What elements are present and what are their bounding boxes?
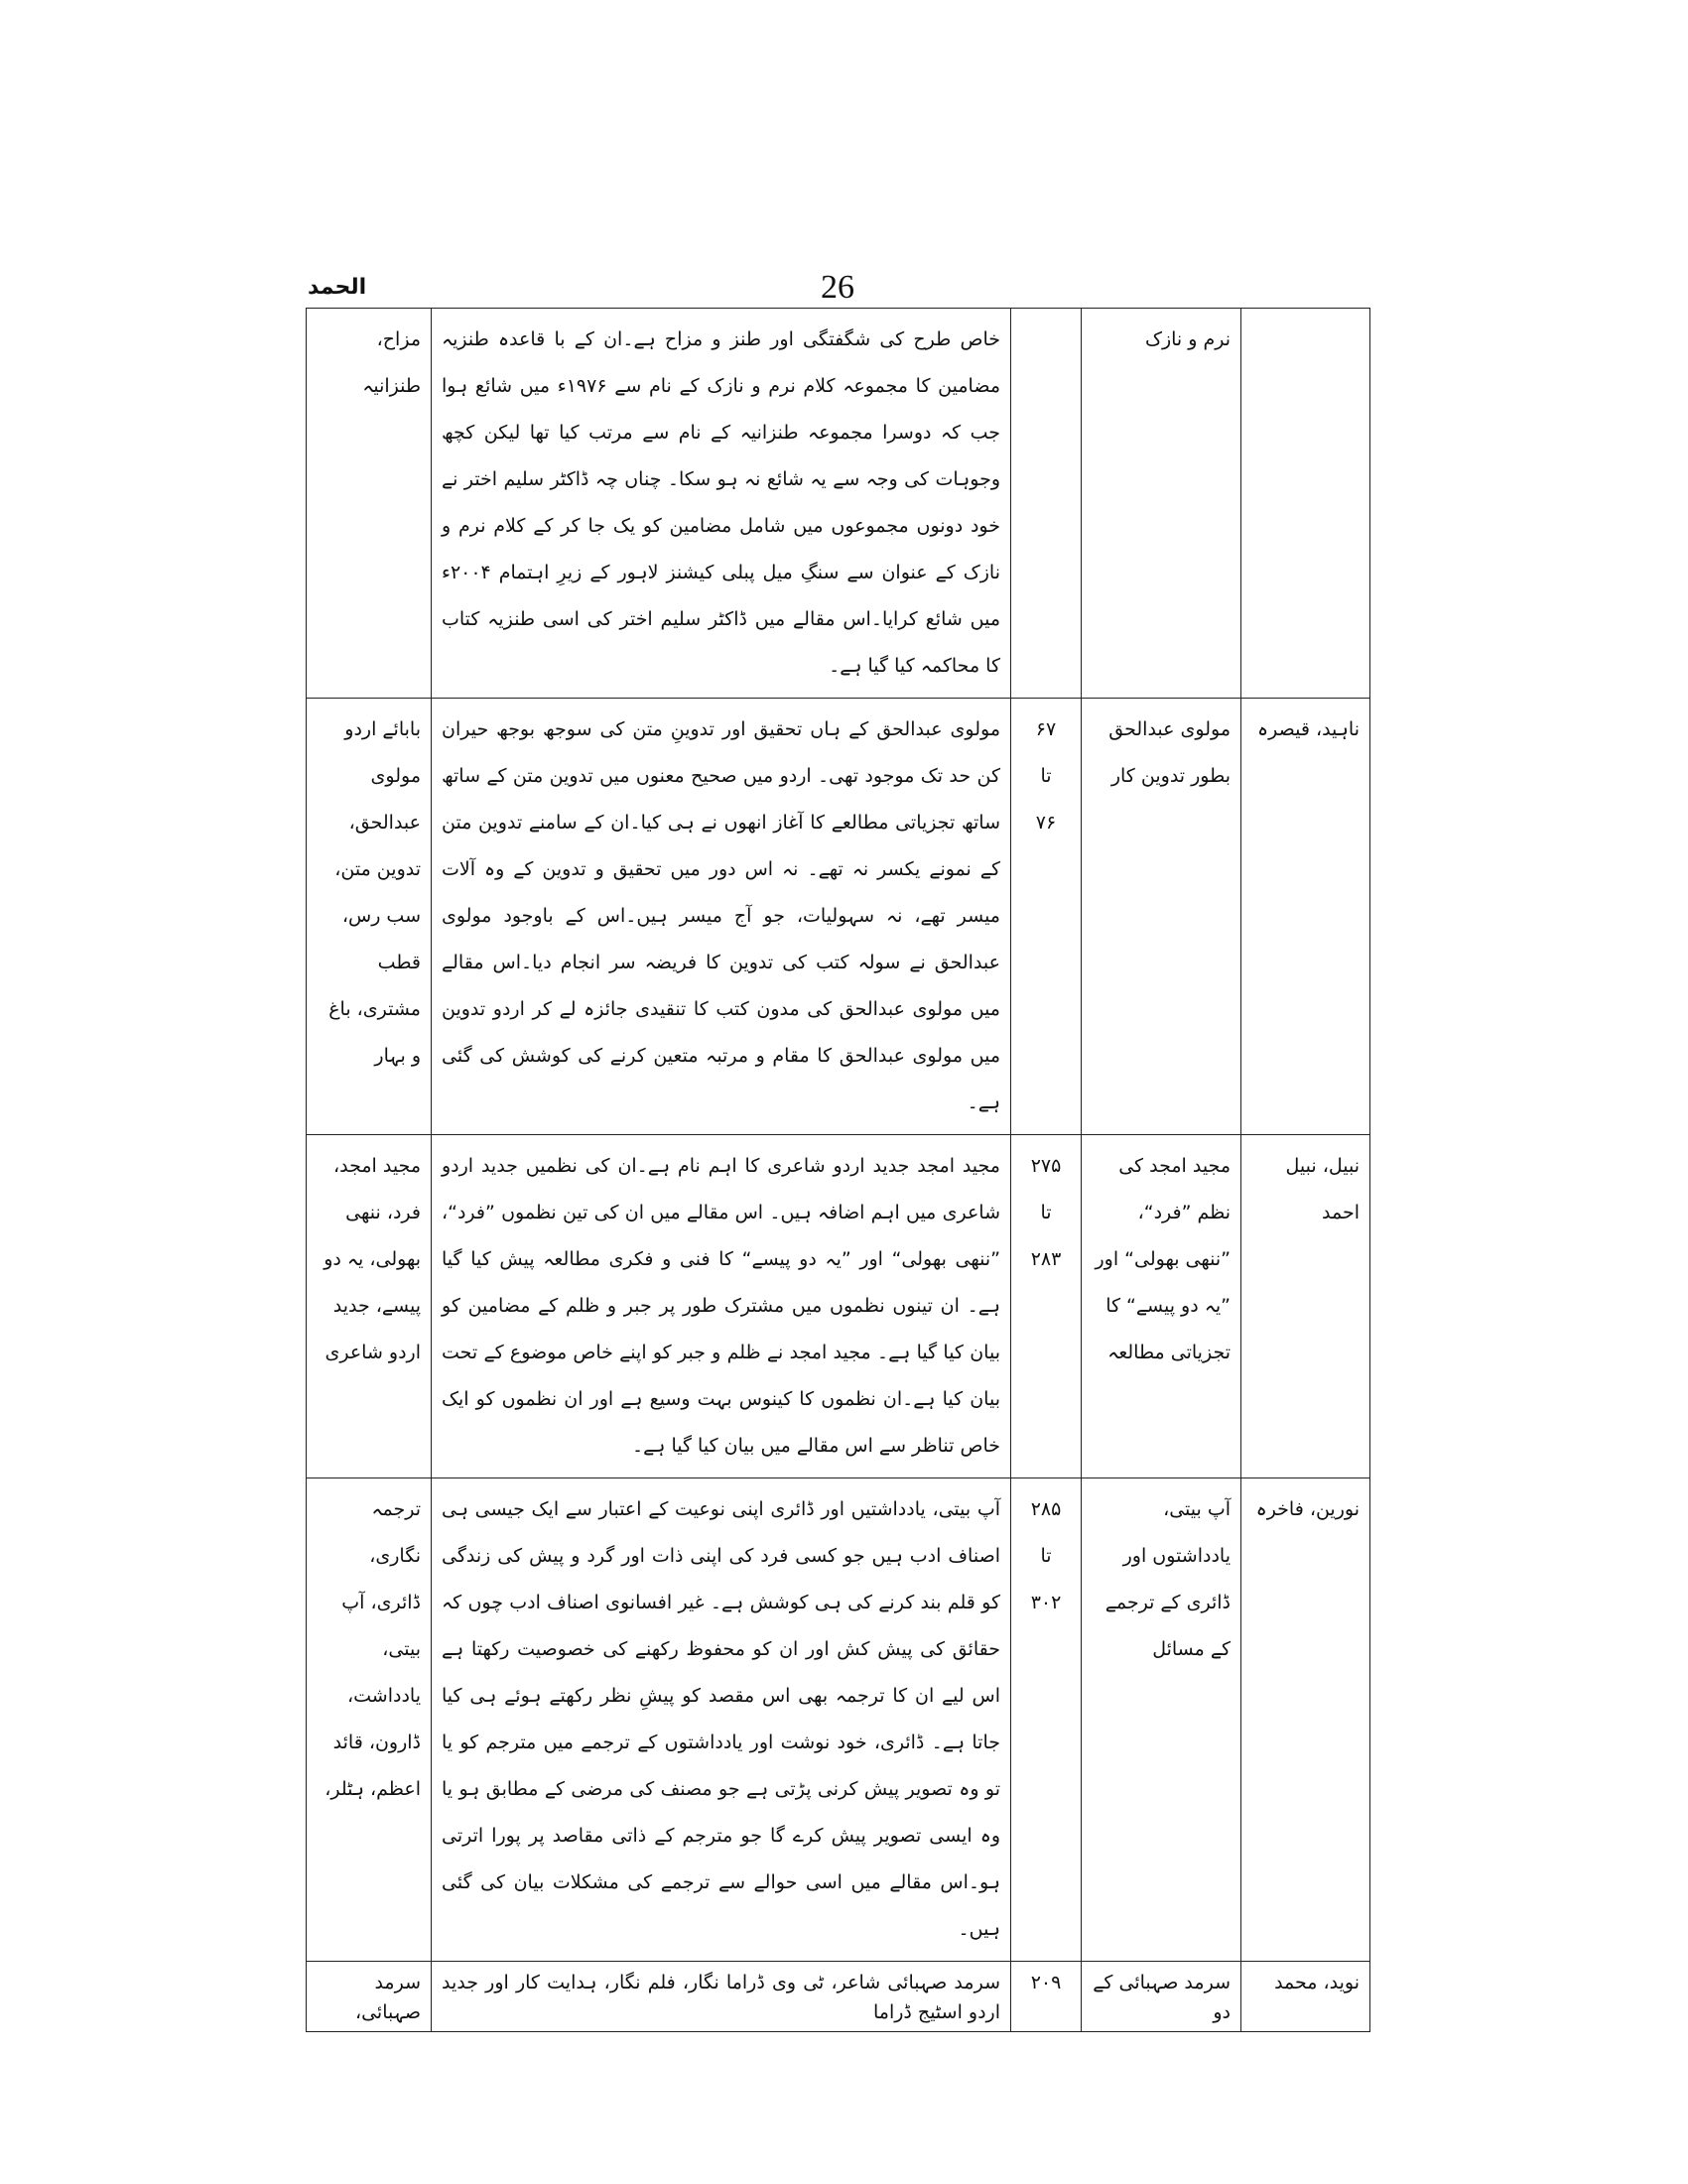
summary-cell: مولوی عبدالحق کے ہاں تحقیق اور تدوینِ متن کی سوجھ بوجھ حیران کن حد تک موجود تھی۔ اردو میں صحیح معنوں میں تدوین متن کے ساتھ ساتھ تجزیاتی مطالعے کا آغاز انھوں نے ہی کیا۔ان کے سامنے تدوین متن کے نمونے یکسر نہ تھے۔ نہ اس دور میں تحقیق و تدوین کے وہ آلات میسر تھے، نہ سہولیات، جو آج میسر ہیں۔اس کے باوجود مولوی عبدالحق نے سولہ کتب کی تدوین کا فریضہ سر انجام دیا۔اس مقالے میں مولوی عبدالحق کی مدون کتب کا تنقیدی جائزہ لے کر اردو تدوین میں مولوی عبدالحق کا مقام و مرتبہ متعین کرنے کی کوشش کی گئی ہے۔ bbox=[432, 699, 1011, 1135]
author-cell: نورین، فاخرہ bbox=[1241, 1478, 1370, 1962]
pages-cell bbox=[1011, 309, 1082, 699]
page-number: 26 bbox=[821, 269, 854, 306]
table-row bbox=[307, 699, 1370, 1135]
title-cell: نرم و نازک bbox=[1082, 309, 1241, 699]
keywords-cell: بابائے اردو مولوی عبدالحق، تدوین متن، سب رس، قطب مشتری، باغ و بہار bbox=[307, 699, 432, 1135]
page-start: ۶۷ bbox=[1035, 718, 1057, 740]
pages-cell bbox=[1011, 1135, 1082, 1478]
page-end: ۷۶ bbox=[1035, 812, 1057, 834]
pages-cell bbox=[1011, 699, 1082, 1135]
author-cell: ناہید، قیصرہ bbox=[1241, 699, 1370, 1135]
page-range-word: تا bbox=[1040, 765, 1052, 787]
table-row bbox=[307, 309, 1370, 699]
page-header bbox=[306, 268, 1369, 310]
keywords-cell: مجید امجد، فرد، ننھی بھولی، یہ دو پیسے، جدید اردو شاعری bbox=[307, 1135, 432, 1478]
journal-name: الحمد bbox=[308, 275, 367, 300]
author-cell: نوید، محمد bbox=[1241, 1962, 1370, 2032]
page-range-word: تا bbox=[1040, 1202, 1052, 1223]
table-row bbox=[307, 1478, 1370, 1962]
article-index-table bbox=[306, 308, 1370, 2032]
keywords-cell: ترجمہ نگاری، ڈائری، آپ بیتی، یادداشت، ڈارون، قائد اعظم، ہٹلر، bbox=[307, 1478, 432, 1962]
table-row bbox=[307, 1962, 1370, 2032]
summary-cell: سرمد صہبائی شاعر، ٹی وی ڈراما نگار، فلم نگار، ہدایت کار اور جدید اردو اسٹیج ڈراما bbox=[432, 1962, 1011, 2032]
title-cell: مولوی عبدالحق بطور تدوین کار bbox=[1082, 699, 1241, 1135]
pages-cell bbox=[1011, 1962, 1082, 2032]
summary-cell: مجید امجد جدید اردو شاعری کا اہم نام ہے۔ان کی نظمیں جدید اردو شاعری میں اہم اضافہ ہیں۔ اس مقالے میں ان کی تین نظموں ”فرد“، ”ننھی بھولی“ اور ”یہ دو پیسے“ کا فنی و فکری مطالعہ پیش کیا گیا ہے۔ ان تینوں نظموں میں مشترک طور پر جبر و ظلم کے مضامین کو بیان کیا گیا ہے۔ مجید امجد نے ظلم و جبر کو اپنے خاص موضوع کے تحت بیان کیا ہے۔ان نظموں کا کینوس بہت وسیع ہے اور ان نظموں کو ایک خاص تناظر سے اس مقالے میں بیان کیا گیا ہے۔ bbox=[432, 1135, 1011, 1478]
summary-cell: آپ بیتی، یادداشتیں اور ڈائری اپنی نوعیت کے اعتبار سے ایک جیسی ہی اصناف ادب ہیں جو کسی فرد کی اپنی ذات اور گرد و پیش کی زندگی کو قلم بند کرنے کی ہی کوشش ہے۔ غیر افسانوی اصناف ادب چوں کہ حقائق کی پیش کش اور ان کو محفوظ رکھنے کی خصوصیت رکھتا ہے اس لیے ان کا ترجمہ بھی اس مقصد کو پیشِ نظر رکھتے ہوئے ہی کیا جاتا ہے۔ ڈائری، خود نوشت اور یادداشتوں کے ترجمے میں مترجم کو یا تو وہ تصویر پیش کرنی پڑتی ہے جو مصنف کی مرضی کے مطابق ہو یا وہ ایسی تصویر پیش کرے گا جو مترجم کے ذاتی مقاصد پر پورا اترتی ہو۔اس مقالے میں اسی حوالے سے ترجمے کی مشکلات بیان کی گئی ہیں۔ bbox=[432, 1478, 1011, 1962]
page-range-word: تا bbox=[1040, 1545, 1052, 1567]
author-cell bbox=[1241, 309, 1370, 699]
pages-cell bbox=[1011, 1478, 1082, 1962]
page-start: ۲۸۵ bbox=[1030, 1498, 1062, 1520]
title-cell: آپ بیتی، یادداشتوں اور ڈائری کے ترجمے کے مسائل bbox=[1082, 1478, 1241, 1962]
title-cell: مجید امجد کی نظم ”فرد“، ”ننھی بھولی“ اور ”یہ دو پیسے“ کا تجزیاتی مطالعہ bbox=[1082, 1135, 1241, 1478]
keywords-cell: مزاح، طنزانیہ bbox=[307, 309, 432, 699]
table-row bbox=[307, 1135, 1370, 1478]
page-start: ۲۷۵ bbox=[1030, 1155, 1062, 1177]
page-end: ۲۸۳ bbox=[1030, 1248, 1062, 1270]
summary-cell: خاص طرح کی شگفتگی اور طنز و مزاح ہے۔ان کے با قاعدہ طنزیہ مضامین کا مجموعہ کلام نرم و نازک کے نام سے ۱۹۷۶ء میں شائع ہوا جب کہ دوسرا مجموعہ طنزانیہ کے نام سے مرتب کیا تھا لیکن کچھ وجوہات کی وجہ سے یہ شائع نہ ہو سکا۔ چناں چہ ڈاکٹر سلیم اختر نے خود دونوں مجموعوں میں شامل مضامین کو یک جا کر کے کلام نرم و نازک کے عنوان سے سنگِ میل پبلی کیشنز لاہور کے زیرِ اہتمام ۲۰۰۴ء میں شائع کرایا۔اس مقالے میں ڈاکٹر سلیم اختر کی اسی طنزیہ کتاب کا محاکمہ کیا گیا ہے۔ bbox=[432, 309, 1011, 699]
title-cell: سرمد صہبائی کے دو bbox=[1082, 1962, 1241, 2032]
keywords-cell: سرمد صہبائی، bbox=[307, 1962, 432, 2032]
author-cell: نبیل، نبیل احمد bbox=[1241, 1135, 1370, 1478]
page-end: ۳۰۲ bbox=[1030, 1592, 1062, 1613]
page-start: ۲۰۹ bbox=[1030, 1972, 1062, 1993]
